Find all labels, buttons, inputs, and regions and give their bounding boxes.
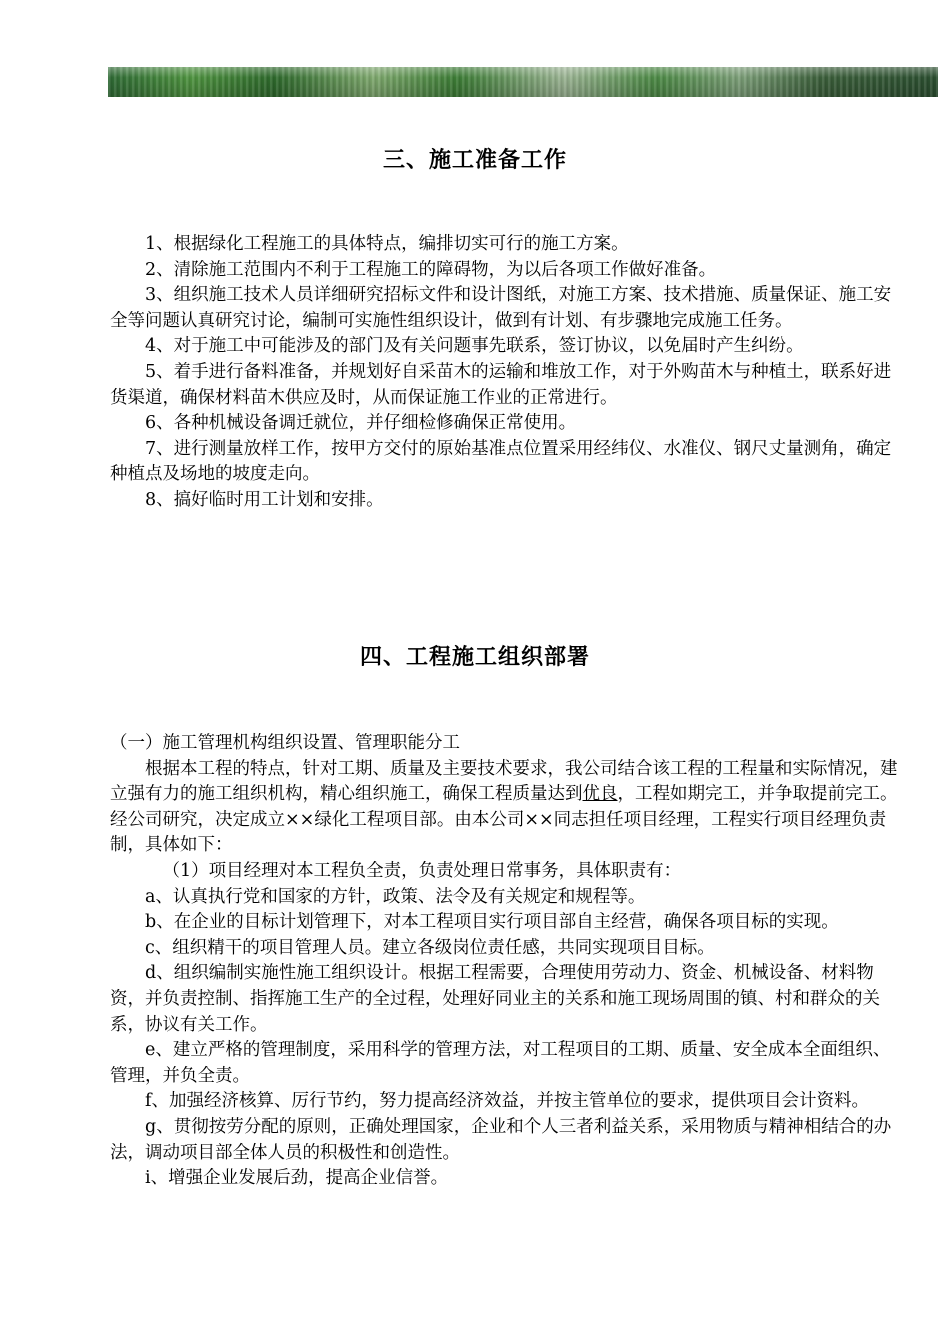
list-item: 8、搞好临时用工计划和安排。 [145,489,384,510]
section-4-title: 四、工程施工组织部署 [359,644,590,670]
quality-grade: 优良 [582,784,618,805]
duty-heading: （1）项目经理对本工程负全责，负责处理日常事务，具体职责有： [162,860,682,881]
duty-item: d、组织编制实施性施工组织设计。根据工程需要，合理使用劳动力、资金、机械设备、材料物资，并负责控制、指挥施工生产的全过程，处理好同业主的关系和施工现场周围的镇、村和群众的关系，协议有关工作。 [110,963,880,1035]
list-item: 7、进行测量放样工作，按甲方交付的原始基准点位置采用经纬仪、水准仪、钢尺丈量测角，确定种植点及场地的坡度走向。 [110,438,892,485]
subsection-heading: （一）施工管理机构组织设置、管理职能分工 [110,733,460,753]
list-item: 2、清除施工范围内不利于工程施工的障碍物，为以后各项工作做好准备。 [145,259,717,280]
list-item: 5、着手进行备料准备，并规划好自采苗木的运输和堆放工作，对于外购苗木与种植土，联系好进货渠道，确保材料苗木供应及时，从而保证施工作业的正常进行。 [110,361,892,408]
header-banner-image [108,67,938,97]
list-item: 6、各种机械设备调迁就位，并仔细检修确保正常使用。 [145,413,577,434]
section-3-list [110,232,900,514]
duty-item: b、在企业的目标计划管理下，对本工程项目实行项目部自主经营，确保各项目标的实现。 [145,912,839,933]
duty-item: g、贯彻按劳分配的原则，正确处理国家，企业和个人三者利益关系，采用物质与精神相结合的办法，调动项目部全体人员的积极性和创造性。 [110,1116,892,1163]
duty-item: f、加强经济核算、厉行节约，努力提高经济效益，并按主管单位的要求，提供项目会计资料。 [145,1091,869,1112]
list-item: 1、根据绿化工程施工的具体特点，编排切实可行的施工方案。 [145,234,629,254]
list-item: 4、对于施工中可能涉及的部门及有关问题事先联系，签订协议，以免届时产生纠纷。 [145,336,804,357]
duty-item: a、认真执行党和国家的方针，政策、法令及有关规定和规程等。 [145,886,646,907]
duty-item: i、增强企业发展后劲，提高企业信誉。 [145,1168,449,1189]
intro-paragraph: 根据本工程的特点，针对工期、质量及主要技术要求，我公司结合该工程的工程量和实际情况，建立强有力的施工组织机构，精心组织施工，确保工程质量达到优良，工程如期完工，并争取提前完工。经公司研究，决定成立××绿化工程项目部。由本公司××同志担任项目经理，工程实行项目经理负责制，具体如下： [110,758,898,856]
section-4-body [110,731,900,1192]
duty-item: c、组织精干的项目管理人员。建立各级岗位责任感，共同实现项目目标。 [145,937,715,958]
duty-item: e、建立严格的管理制度，采用科学的管理方法，对工程项目的工期、质量、安全成本全面组织、管理，并负全责。 [110,1040,891,1086]
section-3-title: 三、施工准备工作 [382,147,567,173]
list-item: 3、组织施工技术人员详细研究招标文件和设计图纸，对施工方案、技术措施、质量保证、施工安全等问题认真研究讨论，编制可实施性组织设计，做到有计划、有步骤地完成施工任务。 [110,285,892,331]
